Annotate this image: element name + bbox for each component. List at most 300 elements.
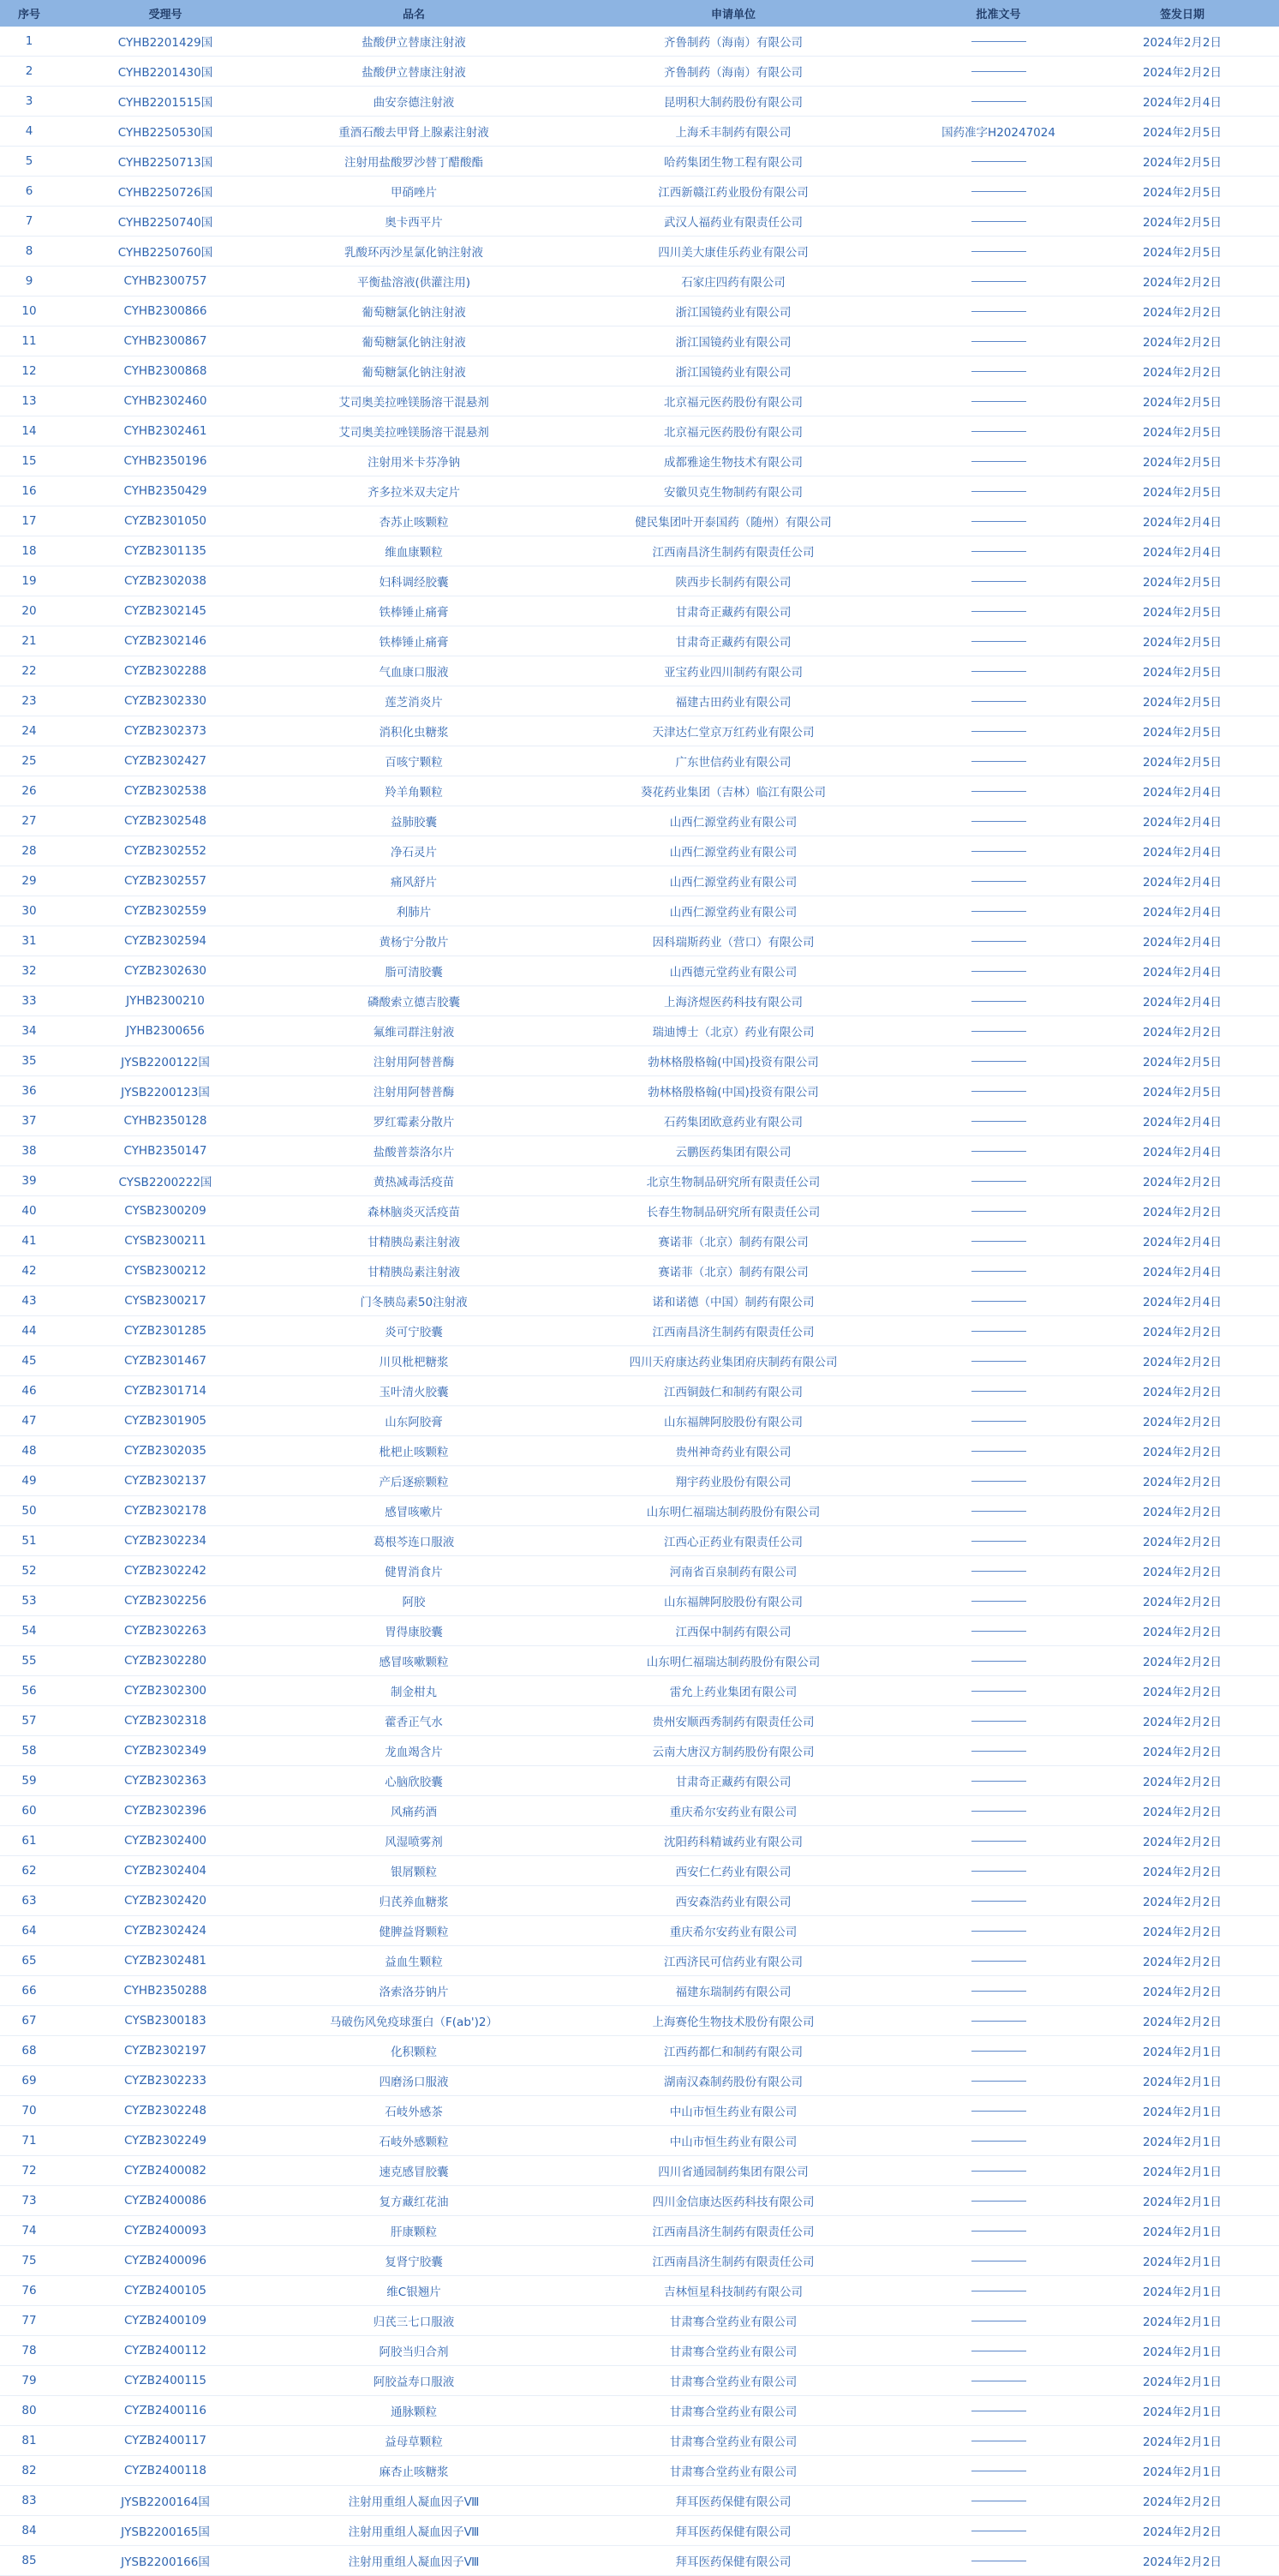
empty-dash (971, 1211, 1026, 1212)
cell-approval-no (911, 1976, 1085, 2006)
cell-approval-no (911, 2516, 1085, 2546)
cell-issue-date: 2024年2月4日 (1085, 1106, 1279, 1136)
cell-applicant: 上海赛伦生物技术股份有限公司 (555, 2006, 911, 2036)
table-row (0, 2306, 1279, 2336)
cell-product-name: 葡萄糖氯化钠注射液 (272, 326, 555, 356)
table-row (0, 2366, 1279, 2396)
cell-issue-date: 2024年2月2日 (1085, 1736, 1279, 1766)
cell-acceptance-no: JYSB2200166国 (58, 2546, 272, 2576)
cell-product-name: 甘精胰岛素注射液 (272, 1226, 555, 1256)
cell-index: 51 (0, 1526, 58, 1556)
cell-product-name: 注射用阿替普酶 (272, 1046, 555, 1076)
cell-approval-no (911, 2456, 1085, 2486)
table-row (0, 1976, 1279, 2006)
cell-product-name: 枇杷止咳颗粒 (272, 1436, 555, 1466)
cell-acceptance-no: CYSB2300211 (58, 1226, 272, 1256)
table-row (0, 746, 1279, 776)
cell-index: 80 (0, 2396, 58, 2426)
cell-product-name: 归芪三七口服液 (272, 2306, 555, 2336)
cell-issue-date: 2024年2月2日 (1085, 2546, 1279, 2576)
cell-applicant: 甘肃奇正藏药有限公司 (555, 596, 911, 626)
cell-applicant: 江西南昌济生制药有限责任公司 (555, 1316, 911, 1346)
cell-approval-no (911, 1166, 1085, 1196)
cell-approval-no (911, 2246, 1085, 2276)
table-row (0, 2096, 1279, 2126)
cell-product-name: 速克感冒胶囊 (272, 2156, 555, 2186)
cell-product-name: 注射用重组人凝血因子Ⅷ (272, 2486, 555, 2516)
cell-product-name: 甘精胰岛素注射液 (272, 1256, 555, 1286)
table-row (0, 2246, 1279, 2276)
cell-product-name: 阿胶当归合剂 (272, 2336, 555, 2366)
cell-product-name: 归芪养血糖浆 (272, 1886, 555, 1916)
cell-index: 36 (0, 1076, 58, 1106)
cell-product-name: 阿胶益寿口服液 (272, 2366, 555, 2396)
empty-dash (971, 791, 1026, 792)
cell-issue-date: 2024年2月2日 (1085, 1556, 1279, 1586)
empty-dash (971, 1541, 1026, 1542)
cell-approval-no (911, 716, 1085, 746)
table-row (0, 2426, 1279, 2456)
cell-index: 78 (0, 2336, 58, 2366)
cell-acceptance-no: CYHB2250740国 (58, 207, 272, 237)
cell-index: 61 (0, 1826, 58, 1856)
cell-acceptance-no: CYZB2302318 (58, 1706, 272, 1736)
cell-approval-no (911, 536, 1085, 566)
table-row (0, 147, 1279, 177)
cell-applicant: 重庆希尔安药业有限公司 (555, 1916, 911, 1946)
table-row (0, 476, 1279, 506)
cell-applicant: 浙江国镜药业有限公司 (555, 297, 911, 326)
cell-applicant: 江西南昌济生制药有限责任公司 (555, 536, 911, 566)
empty-dash (971, 2021, 1026, 2022)
cell-index: 46 (0, 1376, 58, 1406)
cell-issue-date: 2024年2月4日 (1085, 536, 1279, 566)
empty-dash (971, 1481, 1026, 1482)
cell-index: 26 (0, 776, 58, 806)
cell-applicant: 天津达仁堂京万红药业有限公司 (555, 716, 911, 746)
cell-product-name: 奥卡西平片 (272, 207, 555, 237)
cell-acceptance-no: JYSB2200123国 (58, 1076, 272, 1106)
cell-approval-no (911, 1286, 1085, 1316)
cell-approval-no (911, 1196, 1085, 1226)
cell-applicant: 石药集团欧意药业有限公司 (555, 1106, 911, 1136)
cell-approval-no (911, 177, 1085, 207)
table-row (0, 297, 1279, 326)
cell-product-name: 维C银翘片 (272, 2276, 555, 2306)
cell-applicant: 山东福牌阿胶股份有限公司 (555, 1406, 911, 1436)
empty-dash (971, 431, 1026, 432)
cell-acceptance-no: CYHB2250530国 (58, 117, 272, 147)
cell-issue-date: 2024年2月4日 (1085, 956, 1279, 986)
cell-issue-date: 2024年2月1日 (1085, 2036, 1279, 2066)
cell-approval-no (911, 57, 1085, 87)
table-row (0, 1376, 1279, 1406)
cell-index: 10 (0, 297, 58, 326)
cell-product-name: 杏苏止咳颗粒 (272, 506, 555, 536)
cell-product-name: 妇科调经胶囊 (272, 566, 555, 596)
cell-applicant: 福建古田药业有限公司 (555, 686, 911, 716)
table-row (0, 27, 1279, 57)
table-row (0, 2336, 1279, 2366)
cell-index: 52 (0, 1556, 58, 1586)
cell-approval-no (911, 866, 1085, 896)
empty-dash (971, 1091, 1026, 1092)
cell-product-name: 葛根芩连口服液 (272, 1526, 555, 1556)
cell-acceptance-no: CYZB2301285 (58, 1316, 272, 1346)
empty-dash (971, 521, 1026, 522)
cell-acceptance-no: CYZB2302288 (58, 656, 272, 686)
header-approval-no: 批准文号 (911, 0, 1085, 27)
cell-acceptance-no: CYZB2302400 (58, 1826, 272, 1856)
cell-issue-date: 2024年2月4日 (1085, 986, 1279, 1016)
cell-applicant: 安徽贝克生物制药有限公司 (555, 476, 911, 506)
cell-applicant: 浙江国镜药业有限公司 (555, 356, 911, 386)
cell-product-name: 盐酸伊立替康注射液 (272, 57, 555, 87)
cell-approval-no (911, 1106, 1085, 1136)
cell-index: 11 (0, 326, 58, 356)
cell-acceptance-no: CYZB2302396 (58, 1796, 272, 1826)
cell-acceptance-no: CYZB2400118 (58, 2456, 272, 2486)
table-row (0, 2216, 1279, 2246)
cell-approval-no (911, 356, 1085, 386)
cell-issue-date: 2024年2月5日 (1085, 386, 1279, 416)
table-row (0, 956, 1279, 986)
cell-applicant: 贵州神奇药业有限公司 (555, 1436, 911, 1466)
cell-applicant: 甘肃骞合堂药业有限公司 (555, 2366, 911, 2396)
cell-issue-date: 2024年2月4日 (1085, 866, 1279, 896)
cell-approval-no (911, 446, 1085, 476)
cell-product-name: 益血生颗粒 (272, 1946, 555, 1976)
cell-acceptance-no: CYSB2300183 (58, 2006, 272, 2036)
empty-dash (971, 191, 1026, 192)
cell-acceptance-no: CYZB2400117 (58, 2426, 272, 2456)
cell-index: 29 (0, 866, 58, 896)
cell-index: 6 (0, 177, 58, 207)
cell-product-name: 玉叶清火胶囊 (272, 1376, 555, 1406)
cell-approval-no (911, 836, 1085, 866)
cell-index: 2 (0, 57, 58, 87)
cell-approval-no (911, 596, 1085, 626)
cell-approval-no (911, 1856, 1085, 1886)
cell-issue-date: 2024年2月2日 (1085, 1676, 1279, 1706)
cell-issue-date: 2024年2月2日 (1085, 1796, 1279, 1826)
table-row (0, 1136, 1279, 1166)
cell-index: 74 (0, 2216, 58, 2246)
cell-acceptance-no: JYSB2200165国 (58, 2516, 272, 2546)
cell-acceptance-no: CYZB2302363 (58, 1766, 272, 1796)
cell-product-name: 磷酸索立德吉胶囊 (272, 986, 555, 1016)
table-row (0, 1046, 1279, 1076)
empty-dash (971, 941, 1026, 942)
table-row (0, 596, 1279, 626)
empty-dash (971, 611, 1026, 612)
cell-approval-no (911, 2066, 1085, 2096)
cell-issue-date: 2024年2月2日 (1085, 1466, 1279, 1496)
cell-approval-no (911, 896, 1085, 926)
cell-acceptance-no: CYHB2300866 (58, 297, 272, 326)
cell-approval-no (911, 1946, 1085, 1976)
table-row (0, 2456, 1279, 2486)
cell-product-name: 维血康颗粒 (272, 536, 555, 566)
cell-approval-no (911, 297, 1085, 326)
cell-issue-date: 2024年2月5日 (1085, 177, 1279, 207)
empty-dash (971, 1181, 1026, 1182)
cell-applicant: 诺和诺德（中国）制药有限公司 (555, 1286, 911, 1316)
cell-applicant: 江西药都仁和制药有限公司 (555, 2036, 911, 2066)
cell-acceptance-no: CYZB2400109 (58, 2306, 272, 2336)
cell-applicant: 甘肃骞合堂药业有限公司 (555, 2426, 911, 2456)
empty-dash (971, 371, 1026, 372)
cell-product-name: 铁棒锤止痛膏 (272, 626, 555, 656)
cell-applicant: 四川金信康达医药科技有限公司 (555, 2186, 911, 2216)
empty-dash (971, 2141, 1026, 2142)
table-row (0, 2546, 1279, 2576)
cell-issue-date: 2024年2月5日 (1085, 626, 1279, 656)
cell-approval-no (911, 1076, 1085, 1106)
cell-acceptance-no: CYZB2301050 (58, 506, 272, 536)
cell-product-name: 注射用米卡芬净钠 (272, 446, 555, 476)
cell-acceptance-no: JYHB2300210 (58, 986, 272, 1016)
cell-applicant: 赛诺菲（北京）制药有限公司 (555, 1226, 911, 1256)
table-row (0, 1106, 1279, 1136)
empty-dash (971, 281, 1026, 282)
cell-approval-no (911, 1226, 1085, 1256)
cell-product-name: 龙血竭含片 (272, 1736, 555, 1766)
table-row (0, 896, 1279, 926)
cell-product-name: 氟维司群注射液 (272, 1016, 555, 1046)
empty-dash (971, 1361, 1026, 1362)
cell-applicant: 上海禾丰制药有限公司 (555, 117, 911, 147)
empty-dash (971, 1301, 1026, 1302)
cell-issue-date: 2024年2月2日 (1085, 297, 1279, 326)
cell-approval-no (911, 87, 1085, 117)
cell-product-name: 益肺胶囊 (272, 806, 555, 836)
cell-approval-no (911, 1376, 1085, 1406)
cell-acceptance-no: CYZB2302300 (58, 1676, 272, 1706)
cell-applicant: 广东世信药业有限公司 (555, 746, 911, 776)
cell-applicant: 拜耳医药保健有限公司 (555, 2546, 911, 2576)
table-row (0, 1616, 1279, 1646)
cell-index: 31 (0, 926, 58, 956)
cell-index: 41 (0, 1226, 58, 1256)
cell-approval-no (911, 1556, 1085, 1586)
cell-index: 43 (0, 1286, 58, 1316)
cell-product-name: 乳酸环丙沙星氯化钠注射液 (272, 237, 555, 267)
cell-index: 14 (0, 416, 58, 446)
cell-applicant: 沈阳药科精诚药业有限公司 (555, 1826, 911, 1856)
cell-acceptance-no: CYHB2300757 (58, 267, 272, 297)
cell-approval-no (911, 2306, 1085, 2336)
cell-applicant: 赛诺菲（北京）制药有限公司 (555, 1256, 911, 1286)
empty-dash (971, 1511, 1026, 1512)
cell-product-name: 山东阿胶膏 (272, 1406, 555, 1436)
cell-issue-date: 2024年2月2日 (1085, 1406, 1279, 1436)
cell-acceptance-no: CYZB2302248 (58, 2096, 272, 2126)
empty-dash (971, 1391, 1026, 1392)
cell-acceptance-no: CYHB2300868 (58, 356, 272, 386)
cell-product-name: 风湿喷雾剂 (272, 1826, 555, 1856)
cell-approval-no (911, 776, 1085, 806)
cell-applicant: 山西仁源堂药业有限公司 (555, 806, 911, 836)
cell-product-name: 葡萄糖氯化钠注射液 (272, 297, 555, 326)
cell-acceptance-no: CYZB2302420 (58, 1886, 272, 1916)
cell-product-name: 莲芝消炎片 (272, 686, 555, 716)
table-row (0, 1826, 1279, 1856)
empty-dash (971, 1691, 1026, 1692)
table-row (0, 1466, 1279, 1496)
cell-acceptance-no: CYZB2302630 (58, 956, 272, 986)
cell-product-name: 健脾益肾颗粒 (272, 1916, 555, 1946)
table-row (0, 1286, 1279, 1316)
empty-dash (971, 581, 1026, 582)
cell-product-name: 艾司奥美拉唑镁肠溶干混悬剂 (272, 386, 555, 416)
cell-issue-date: 2024年2月2日 (1085, 1016, 1279, 1046)
empty-dash (971, 1811, 1026, 1812)
cell-approval-no (911, 506, 1085, 536)
empty-dash (971, 1841, 1026, 1842)
cell-index: 44 (0, 1316, 58, 1346)
cell-issue-date: 2024年2月5日 (1085, 446, 1279, 476)
cell-index: 70 (0, 2096, 58, 2126)
cell-applicant: 山西德元堂药业有限公司 (555, 956, 911, 986)
empty-dash (971, 1061, 1026, 1062)
table-row (0, 626, 1279, 656)
cell-approval-no (911, 1496, 1085, 1526)
cell-applicant: 勃林格殷格翰(中国)投资有限公司 (555, 1046, 911, 1076)
cell-index: 15 (0, 446, 58, 476)
cell-approval-no (911, 27, 1085, 57)
cell-approval-no (911, 2426, 1085, 2456)
cell-applicant: 拜耳医药保健有限公司 (555, 2486, 911, 2516)
cell-acceptance-no: CYHB2350196 (58, 446, 272, 476)
cell-product-name: 葡萄糖氯化钠注射液 (272, 356, 555, 386)
cell-issue-date: 2024年2月2日 (1085, 1766, 1279, 1796)
cell-index: 12 (0, 356, 58, 386)
cell-product-name: 曲安奈德注射液 (272, 87, 555, 117)
table-row (0, 2396, 1279, 2426)
cell-applicant: 湖南汉森制药股份有限公司 (555, 2066, 911, 2096)
cell-applicant: 云南大唐汉方制药股份有限公司 (555, 1736, 911, 1766)
cell-applicant: 西安森浩药业有限公司 (555, 1886, 911, 1916)
cell-applicant: 齐鲁制药（海南）有限公司 (555, 27, 911, 57)
table-row (0, 536, 1279, 566)
cell-index: 20 (0, 596, 58, 626)
cell-applicant: 浙江国镜药业有限公司 (555, 326, 911, 356)
cell-index: 65 (0, 1946, 58, 1976)
cell-product-name: 麻杏止咳糖浆 (272, 2456, 555, 2486)
cell-issue-date: 2024年2月4日 (1085, 836, 1279, 866)
cell-index: 21 (0, 626, 58, 656)
cell-acceptance-no: CYZB2302424 (58, 1916, 272, 1946)
header-applicant: 申请单位 (555, 0, 911, 27)
empty-dash (971, 551, 1026, 552)
cell-issue-date: 2024年2月5日 (1085, 716, 1279, 746)
cell-approval-no (911, 626, 1085, 656)
cell-issue-date: 2024年2月2日 (1085, 1316, 1279, 1346)
cell-acceptance-no: CYZB2400105 (58, 2276, 272, 2306)
cell-product-name: 平衡盐溶液(供灌注用) (272, 267, 555, 297)
cell-index: 60 (0, 1796, 58, 1826)
cell-issue-date: 2024年2月2日 (1085, 2006, 1279, 2036)
cell-product-name: 黄热减毒活疫苗 (272, 1166, 555, 1196)
cell-index: 45 (0, 1346, 58, 1376)
table-row (0, 2516, 1279, 2546)
cell-applicant: 江西保中制药有限公司 (555, 1616, 911, 1646)
cell-approval-no (911, 2486, 1085, 2516)
cell-index: 35 (0, 1046, 58, 1076)
cell-applicant: 中山市恒生药业有限公司 (555, 2096, 911, 2126)
cell-issue-date: 2024年2月2日 (1085, 1646, 1279, 1676)
cell-approval-no (911, 1016, 1085, 1046)
table-row (0, 836, 1279, 866)
cell-index: 5 (0, 147, 58, 177)
header-product-name: 品名 (272, 0, 555, 27)
cell-index: 47 (0, 1406, 58, 1436)
cell-product-name: 石岐外感茶 (272, 2096, 555, 2126)
cell-issue-date: 2024年2月1日 (1085, 2426, 1279, 2456)
cell-approval-no: 国药准字H20247024 (911, 117, 1085, 147)
cell-index: 22 (0, 656, 58, 686)
empty-dash (971, 401, 1026, 402)
cell-index: 68 (0, 2036, 58, 2066)
cell-issue-date: 2024年2月2日 (1085, 1976, 1279, 2006)
cell-applicant: 江西新赣江药业股份有限公司 (555, 177, 911, 207)
cell-index: 4 (0, 117, 58, 147)
table-row (0, 776, 1279, 806)
cell-acceptance-no: CYZB2302242 (58, 1556, 272, 1586)
cell-product-name: 通脉颗粒 (272, 2396, 555, 2426)
cell-applicant: 北京生物制品研究所有限责任公司 (555, 1166, 911, 1196)
cell-issue-date: 2024年2月5日 (1085, 117, 1279, 147)
empty-dash (971, 491, 1026, 492)
cell-applicant: 甘肃骞合堂药业有限公司 (555, 2456, 911, 2486)
cell-approval-no (911, 1406, 1085, 1436)
cell-applicant: 山东明仁福瑞达制药股份有限公司 (555, 1646, 911, 1676)
cell-index: 42 (0, 1256, 58, 1286)
cell-index: 7 (0, 207, 58, 237)
cell-applicant: 福建东瑞制药有限公司 (555, 1976, 911, 2006)
cell-index: 64 (0, 1916, 58, 1946)
cell-approval-no (911, 1526, 1085, 1556)
cell-applicant: 葵花药业集团（吉林）临江有限公司 (555, 776, 911, 806)
cell-issue-date: 2024年2月5日 (1085, 746, 1279, 776)
cell-applicant: 武汉人福药业有限责任公司 (555, 207, 911, 237)
cell-approval-no (911, 1316, 1085, 1346)
cell-product-name: 森林脑炎灭活疫苗 (272, 1196, 555, 1226)
cell-acceptance-no: CYZB2302404 (58, 1856, 272, 1886)
cell-index: 24 (0, 716, 58, 746)
cell-applicant: 成都雅途生物技术有限公司 (555, 446, 911, 476)
cell-acceptance-no: CYHB2302460 (58, 386, 272, 416)
cell-index: 3 (0, 87, 58, 117)
cell-applicant: 江西铜鼓仁和制药有限公司 (555, 1376, 911, 1406)
cell-applicant: 长春生物制品研究所有限责任公司 (555, 1196, 911, 1226)
cell-index: 19 (0, 566, 58, 596)
cell-index: 53 (0, 1586, 58, 1616)
empty-dash (971, 1751, 1026, 1752)
table-row (0, 686, 1279, 716)
cell-approval-no (911, 1826, 1085, 1856)
cell-applicant: 山东福牌阿胶股份有限公司 (555, 1586, 911, 1616)
empty-dash (971, 2081, 1026, 2082)
cell-applicant: 四川天府康达药业集团府庆制药有限公司 (555, 1346, 911, 1376)
cell-issue-date: 2024年2月1日 (1085, 2246, 1279, 2276)
cell-acceptance-no: CYZB2302559 (58, 896, 272, 926)
empty-dash (971, 1121, 1026, 1122)
cell-applicant: 翔宇药业股份有限公司 (555, 1466, 911, 1496)
cell-index: 69 (0, 2066, 58, 2096)
cell-issue-date: 2024年2月5日 (1085, 237, 1279, 267)
